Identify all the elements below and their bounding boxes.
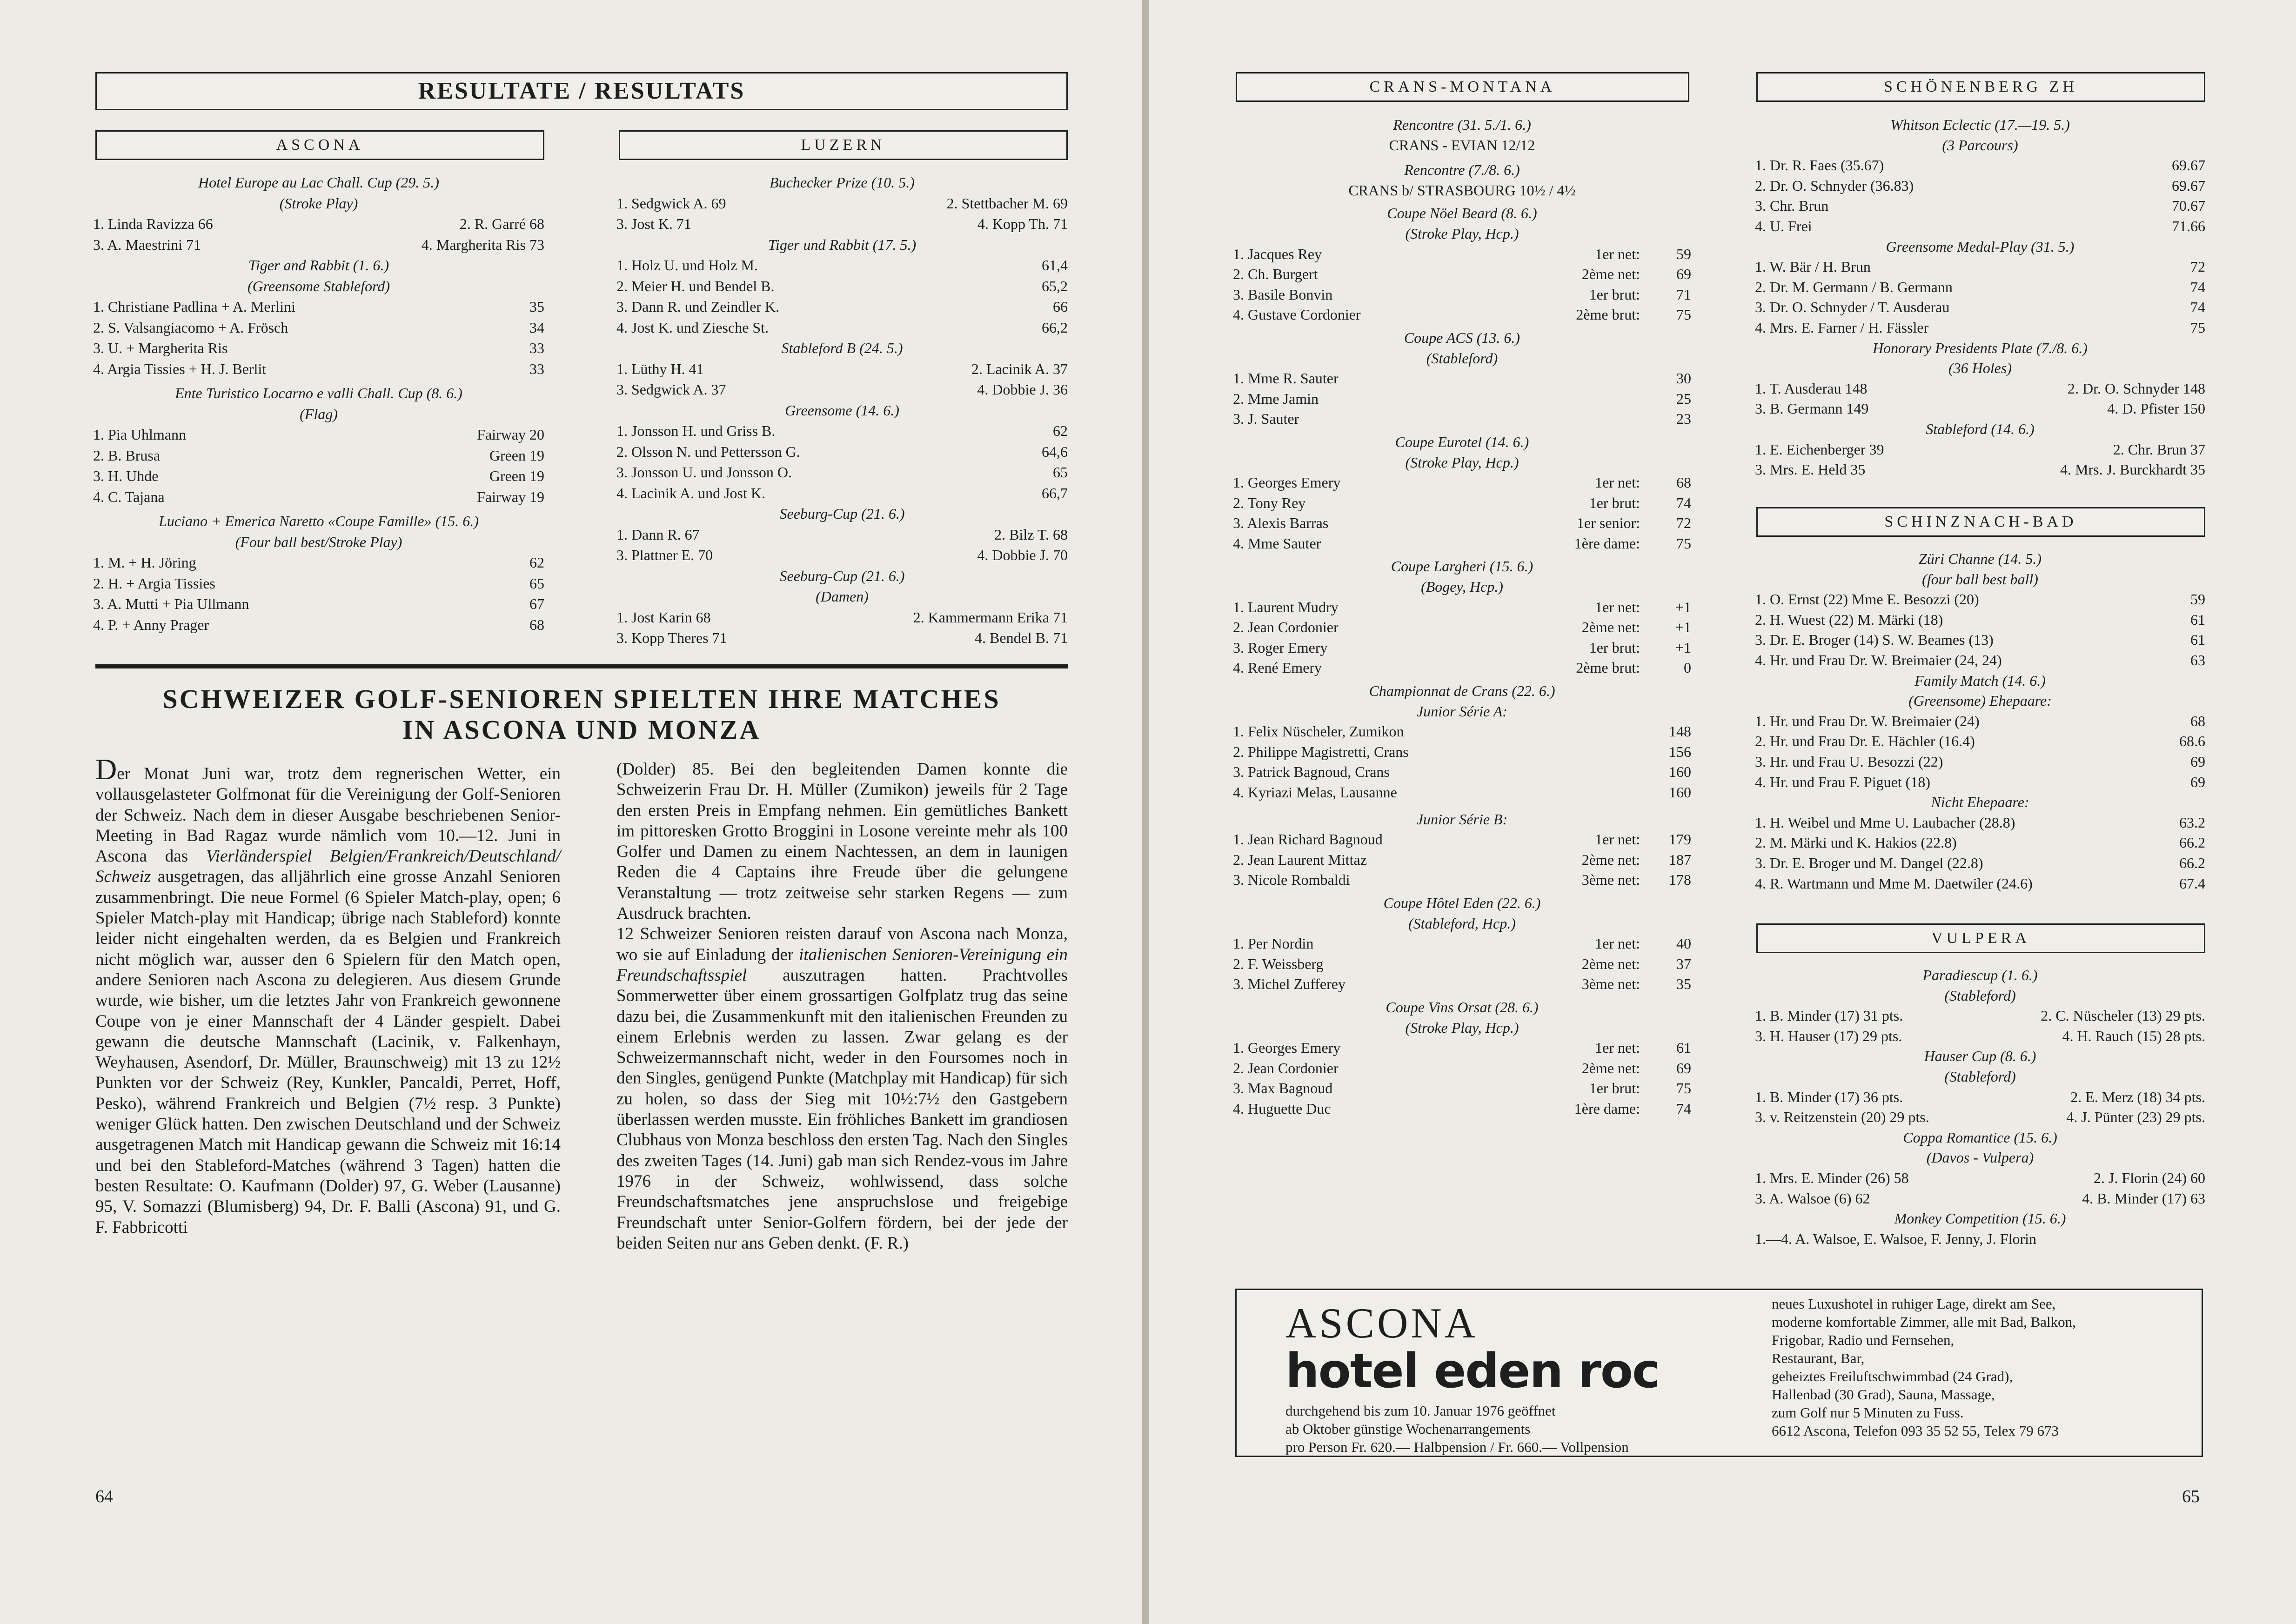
section-header-luzern: LUZERN (619, 130, 1068, 160)
result-row: 4. Gustave Cordonier 2ème brut: 75 (1233, 306, 1691, 323)
event-subtitle: (3 Parcours) (1942, 136, 2018, 154)
result-row: 4. Mrs. E. Farner / H. Fässler 75 (1755, 319, 2205, 336)
event-title: Rencontre (31. 5./1. 6.) (1393, 116, 1531, 133)
result-row: 3. v. Reitzenstein (20) 29 pts. 4. J. Pünter (23) 29 pts. (1755, 1109, 2205, 1126)
event-title: Seeburg-Cup (21. 6.) (779, 505, 905, 522)
event-title: Tiger und Rabbit (17. 5.) (768, 236, 917, 253)
event-subtitle: (Four ball best/Stroke Play) (235, 533, 402, 550)
event-title: Stableford (14. 6.) (1926, 420, 2035, 437)
event-title: Junior Série B: (1416, 810, 1508, 828)
ad-location: ASCONA (1285, 1299, 1479, 1347)
result-row: 2. F. Weissberg 2ème net: 37 (1233, 955, 1691, 972)
event-title: Rencontre (7./8. 6.) (1404, 161, 1520, 179)
event-title: Family Match (14. 6.) (1914, 672, 2046, 689)
event-title: Monkey Competition (15. 6.) (1894, 1210, 2066, 1227)
ad-offer-text: durchgehend bis zum 10. Januar 1976 geöffnet ab Oktober günstige Wochenarrangements pro Person Fr. 620.— Halbpension / Fr. 660.— Vollpension (1285, 1403, 1629, 1455)
page-64 (0, 0, 1142, 1624)
event-title: Greensome (14. 6.) (785, 401, 899, 419)
gutter (1142, 0, 1149, 1624)
drop-cap: D (95, 753, 117, 786)
result-row: 2. H. + Argia Tissies 65 (93, 575, 544, 592)
result-row: 4. Hr. und Frau Dr. W. Breimaier (24, 24) 63 (1755, 651, 2205, 668)
event-title: Buchecker Prize (10. 5.) (770, 174, 915, 191)
section-header-schinznach: SCHINZNACH-BAD (1756, 507, 2205, 537)
result-row: 3. A. Walsoe (6) 62 4. B. Minder (17) 63 (1755, 1190, 2205, 1207)
result-row: 3. H. Hauser (17) 29 pts. 4. H. Rauch (15) 28 pts. (1755, 1027, 2205, 1044)
ad-description: neues Luxushotel in ruhiger Lage, direkt am See, moderne komfortable Zimmer, alle mit Bad, Balkon, Frigobar, Radio und Fernsehen, Restaurant, Bar, geheiztes Freiluftschwimmbad (24 Grad), Hallenbad (30 Grad), Sauna, Massage, zum Golf nur 5 Minuten zu Fuss. 6612 Ascona, Telefon 093 35 52 55, Telex 79 673 (1772, 1296, 2076, 1439)
event-subtitle: (36 Holes) (1948, 360, 2012, 377)
page-number: 65 (2182, 1487, 2200, 1506)
event-title: Züri Channe (14. 5.) (1919, 550, 2042, 567)
result-row: 3. Plattner E. 70 4. Dobbie J. 70 (616, 547, 1068, 563)
result-row: 1. Dann R. 67 2. Bilz T. 68 (616, 526, 1068, 543)
result-row: 3. Dann R. und Zeindler K. 66 (616, 298, 1068, 315)
page-number: 64 (95, 1487, 113, 1506)
result-row: 1. Dr. R. Faes (35.67) 69.67 (1755, 157, 2205, 174)
result-row: 2. Jean Cordonier 2ème net: 69 (1233, 1059, 1691, 1076)
result-row: 1. M. + H. Jöring 62 (93, 554, 544, 571)
result-row: 1. Christiane Padlina + A. Merlini 35 (93, 298, 544, 315)
event-subtitle: (Flag) (300, 405, 338, 422)
event-subtitle: (Stroke Play, Hcp.) (1405, 1019, 1519, 1036)
result-row: 1. Sedgwick A. 69 2. Stettbacher M. 69 (616, 194, 1068, 212)
event-title: Championnat de Crans (22. 6.) (1369, 682, 1555, 700)
luzern-results (616, 172, 1068, 648)
ascona-results (93, 172, 544, 635)
result-row: 3. Michel Zufferey 3ème net: 35 (1233, 976, 1691, 993)
section-header-schoenenberg: SCHÖNENBERG ZH (1756, 72, 2205, 102)
result-row: 1. Jacques Rey 1er net: 59 (1233, 245, 1691, 262)
result-row: 3. A. Maestrini 71 4. Margherita Ris 73 (93, 236, 544, 253)
event-subtitle: (Bogey, Hcp.) (1421, 578, 1503, 595)
result-row: 2. Hr. und Frau Dr. E. Hächler (16.4) 68.6 (1755, 733, 2205, 750)
result-row: 4. Kyriazi Melas, Lausanne 160 (1233, 784, 1691, 801)
event-title: Coupe Eurotel (14. 6.) (1395, 433, 1529, 450)
result-row: 4. C. Tajana Fairway 19 (93, 488, 544, 505)
result-row: 3. B. Germann 149 4. D. Pfister 150 (1755, 400, 2205, 417)
result-row: 1. Holz U. und Holz M. 61,4 (616, 257, 1068, 274)
result-row: 3. Basile Bonvin 1er brut: 71 (1233, 286, 1691, 303)
result-row: 1. Georges Emery 1er net: 68 (1233, 474, 1691, 491)
divider-rule (95, 664, 1068, 668)
event-subtitle: Junior Série A: (1417, 702, 1507, 720)
section-header-vulpera: VULPERA (1756, 923, 2205, 953)
result-row: 2. Tony Rey 1er brut: 74 (1233, 494, 1691, 511)
result-row: 2. M. Märki und K. Hakios (22.8) 66.2 (1755, 834, 2205, 851)
event-title: Coupe Hôtel Eden (22. 6.) (1383, 894, 1541, 911)
result-row: 2. B. Brusa Green 19 (93, 447, 544, 464)
event-subtitle: (Stableford) (1944, 987, 2016, 1004)
event-subtitle: (Stroke Play, Hcp.) (1405, 454, 1519, 471)
event-subtitle: (Greensome) Ehepaare: (1908, 692, 2052, 709)
event-title: Tiger and Rabbit (1. 6.) (248, 257, 389, 274)
event-subtitle: (Stableford) (1944, 1068, 2016, 1085)
schinznach-results (1755, 549, 2205, 894)
result-row: 3. Jost K. 71 4. Kopp Th. 71 (616, 215, 1068, 232)
result-row: 4. René Emery 2ème brut: 0 (1233, 659, 1691, 676)
result-row: 4. Huguette Duc 1ère dame: 74 (1233, 1100, 1691, 1117)
event-title: Luciano + Emerica Naretto «Coupe Famille» (15. 6.) (159, 513, 479, 529)
result-row: 1. O. Ernst (22) Mme E. Besozzi (20) 59 (1755, 591, 2205, 608)
result-row: 2. Olsson N. und Pettersson G. 64,6 (616, 443, 1068, 460)
result-row: 1. E. Eichenberger 39 2. Chr. Brun 37 (1755, 441, 2205, 458)
result-row: 1. Laurent Mudry 1er net: +1 (1233, 598, 1691, 615)
result-row: 1.—4. A. Walsoe, E. Walsoe, F. Jenny, J. Florin (1755, 1230, 2037, 1247)
event-subtitle: (Stroke Play, Hcp.) (1405, 225, 1519, 242)
result-row: 3. Chr. Brun 70.67 (1755, 197, 2205, 214)
result-row: 3. Max Bagnoud 1er brut: 75 (1233, 1080, 1691, 1097)
result-row: 3. Dr. E. Broger und M. Dangel (22.8) 66.2 (1755, 854, 2205, 871)
result-row: 1. Hr. und Frau Dr. W. Breimaier (24) 68 (1755, 712, 2205, 729)
article-column-2: (Dolder) 85. Bei den begleitenden Damen konnte die Schweizerin Frau Dr. H. Müller (Zumikon) jeweils für 2 Tage den ersten Preis in Empfang nehmen. Ein gemütliches Bankett im pittoresken Grotto Broggini in Losone vereinte mehr als 100 Golfer und Damen zu einem Nachtessen, an dem in launigen Reden die 4 Captains ihre Freude über die gelungene Veranstaltung — trotz zeitweise sehr starken Regens — zum Ausdruck brachten. 12 Schweizer Senioren reisten darauf von Ascona nach Monza, wo sie auf Einladung der italienischen Senioren-Vereinigung ein Freundschaftsspiel auszutragen hatten. Prachtvolles Sommerwetter über einem grossartigen Golfplatz trug das seine dazu bei, die Zusammenkunft mit den italienischen Freunden zu einem Erlebnis werden zu lassen. Zwar gelang es der Schweizermannschaft nicht, weder in den Foursomes noch in den Singles, genügend Punkte (Matchplay mit Handicap) für sich zu holen, so dass der Sieg mit 10½:7½ den Gastgebern überlassen werden musste. Ein fröhliches Bankett im grandiosen Clubhaus von Monza beschloss den ersten Tag. Nach den Singles des zweiten Tages (14. Juni) gab man sich Rendez-vous im Jahre 1976 in der Schweiz, wohlwissend, dass solche Freundschaftsmatches jene anspruchslose und freigebige Freundschaft unter Senior-Golfern fördern, bei der jede der beiden Seiten nur ans Geben denkt. (F. R.) (616, 760, 1068, 1253)
event-subtitle: (Stableford) (1426, 349, 1498, 367)
vulpera-results (1755, 965, 2205, 1249)
hotel-advertisement (1235, 1289, 2203, 1457)
event-title: Honorary Presidents Plate (7./8. 6.) (1873, 339, 2088, 356)
result-row: 2. Ch. Burgert 2ème net: 69 (1233, 266, 1691, 283)
result-row: 1. Jean Richard Bagnoud 1er net: 179 (1233, 831, 1691, 848)
section-header-crans: CRANS-MONTANA (1236, 72, 1689, 102)
result-row: 3. Roger Emery 1er brut: +1 (1233, 639, 1691, 656)
article-column-1: Der Monat Juni war, trotz dem regnerischen Wetter, ein vollausgelasteter Golfmonat für die Vereinigung der Golf-Senioren der Schweiz. Nach dem in dieser Ausgabe beschriebenen Senior-Meeting in Bad Ragaz wurde nämlich vom 10.—12. Juni in Ascona das Vierländerspiel Belgien/Frankreich/Deutschland/ Schweiz ausgetragen, das alljährlich eine grosse Anzahl Senioren zusammenbringt. Die neue Formel (6 Spieler Match-play, open; 6 Spieler Match-play mit Handicap; übrige nach Stableford) konnte leider nicht eingehalten werden, da es Belgien und Frankreich nicht möglich war, ausser den 6 Spielern für den Match open, andere Senioren nach Ascona zu delegieren. Aus diesem Grunde wurde, wie bisher, um die letztes Jahr von Frankreich gewonnene Coupe von je einer Mannschaft der 4 Länder gespielt. Dabei gewann die deutsche Mannschaft (Lacinik, v. Falkenhayn, Weyhausen, Asendorf, Dr. Müller, Braunschweig) mit 13 zu 12½ Punkten vor der Schweiz (Rey, Kunkler, Pancaldi, Perret, Hoff, Pesko), während Frankreich und Belgien (7½ resp. 3 Punkte) weniger Glück hatten. Den zwischen Deutschland und der Schweiz ausgetragenen Match mit Handicap gewann die Schweiz mit 16:14 und bei den Stableford-Matches (während 3 Tagen) hatten die besten Resultate: O. Kaufmann (Dolder) 97, G. Weber (Lausanne) 95, V. Somazzi (Blumisberg) 94, Dr. F. Balli (Ascona) 91, und G. F. Fabbricotti (95, 753, 561, 1237)
result-row: 3. U. + Margherita Ris 33 (93, 340, 544, 356)
event-title: Coupe Nöel Beard (8. 6.) (1387, 205, 1537, 222)
result-row: 1. Pia Uhlmann Fairway 20 (93, 426, 544, 443)
event-title: Hotel Europe au Lac Chall. Cup (29. 5.) (198, 174, 439, 191)
event-title: Stableford B (24. 5.) (781, 340, 903, 356)
result-row: 1. Mrs. E. Minder (26) 58 2. J. Florin (24) 60 (1755, 1169, 2205, 1186)
result-row: 4. Mme Sauter 1ère dame: 75 (1233, 535, 1691, 552)
page-title: RESULTATE / RESULTATS (95, 72, 1068, 110)
result-row: 4. R. Wartmann und Mme M. Daetwiler (24.6) 67.4 (1755, 875, 2205, 892)
result-row: 2. Philippe Magistretti, Crans 156 (1233, 743, 1691, 760)
result-row: 4. P. + Anny Prager 68 (93, 616, 544, 633)
result-row: 4. Argia Tissies + H. J. Berlit 33 (93, 360, 544, 377)
result-row: 2. Jean Cordonier 2ème net: +1 (1233, 619, 1691, 636)
event-title: Seeburg-Cup (21. 6.) (779, 567, 905, 584)
event-line: CRANS b/ STRASBOURG 10½ / 4½ (1348, 181, 1576, 199)
result-row: 1. Lüthy H. 41 2. Lacinik A. 37 (616, 360, 1068, 377)
result-row: 1. B. Minder (17) 31 pts. 2. C. Nüscheler (13) 29 pts. (1755, 1007, 2205, 1024)
result-row: 2. Dr. O. Schnyder (36.83) 69.67 (1755, 177, 2205, 194)
result-row: 2. S. Valsangiacomo + A. Frösch 34 (93, 319, 544, 336)
result-row: 3. Hr. und Frau U. Besozzi (22) 69 (1755, 753, 2205, 770)
event-title: Nicht Ehepaare: (1931, 794, 2029, 811)
event-subtitle: (Davos - Vulpera) (1926, 1149, 2034, 1166)
result-row: 4. U. Frei 71.66 (1755, 217, 2205, 234)
result-row: 1. Per Nordin 1er net: 40 (1233, 935, 1691, 952)
result-row: 3. H. Uhde Green 19 (93, 468, 544, 484)
event-title: Greensome Medal-Play (31. 5.) (1886, 238, 2075, 255)
event-line: CRANS - EVIAN 12/12 (1389, 136, 1535, 154)
event-title: Coppa Romantice (15. 6.) (1903, 1129, 2057, 1146)
result-row: 4. Hr. und Frau F. Piguet (18) 69 (1755, 773, 2205, 790)
event-subtitle: (Stableford, Hcp.) (1408, 915, 1516, 932)
result-row: 1. Linda Ravizza 66 2. R. Garré 68 (93, 215, 544, 232)
event-title: Coupe Vins Orsat (28. 6.) (1386, 998, 1539, 1016)
result-row: 1. Jost Karin 68 2. Kammermann Erika 71 (616, 608, 1068, 626)
event-title: Paradiescup (1. 6.) (1922, 967, 2038, 983)
result-row: 3. Alexis Barras 1er senior: 72 (1233, 515, 1691, 532)
result-row: 1. T. Ausderau 148 2. Dr. O. Schnyder 148 (1755, 380, 2205, 397)
event-title: Hauser Cup (8. 6.) (1924, 1048, 2036, 1065)
result-row: 3. J. Sauter 23 (1233, 410, 1691, 428)
result-row: 3. A. Mutti + Pia Ullmann 67 (93, 595, 544, 612)
result-row: 2. Jean Laurent Mittaz 2ème net: 187 (1233, 851, 1691, 868)
article-headline: SCHWEIZER GOLF-SENIOREN SPIELTEN IHRE MATCHES IN ASCONA UND MONZA (162, 684, 1001, 745)
result-row: 3. Nicole Rombaldi 3ème net: 178 (1233, 871, 1691, 889)
result-row: 3. Patrick Bagnoud, Crans 160 (1233, 763, 1691, 781)
result-row: 1. H. Weibel und Mme U. Laubacher (28.8) 63.2 (1755, 814, 2205, 831)
result-row: 1. B. Minder (17) 36 pts. 2. E. Merz (18) 34 pts. (1755, 1088, 2205, 1105)
schoenenberg-results (1755, 115, 2205, 480)
result-row: 3. Kopp Theres 71 4. Bendel B. 71 (616, 629, 1068, 646)
event-title: Ente Turistico Locarno e valli Chall. Cup (8. 6.) (175, 385, 462, 401)
event-subtitle: (Stroke Play) (279, 194, 358, 212)
result-row: 2. Mme Jamin 25 (1233, 390, 1691, 407)
page-65 (1149, 0, 2296, 1624)
event-title: Coupe Largheri (15. 6.) (1391, 558, 1533, 575)
result-row: 3. Jonsson U. und Jonsson O. 65 (616, 464, 1068, 481)
event-subtitle: (four ball best ball) (1922, 570, 2038, 588)
result-row: 1. Mme R. Sauter 30 (1233, 370, 1691, 387)
event-subtitle: (Damen) (816, 588, 869, 605)
result-row: 1. Jonsson H. und Griss B. 62 (616, 422, 1068, 439)
result-row: 3. Dr. E. Broger (14) S. W. Beames (13) 61 (1755, 631, 2205, 648)
result-row: 3. Mrs. E. Held 35 4. Mrs. J. Burckhardt 35 (1755, 461, 2205, 478)
crans-results (1233, 115, 1691, 1119)
section-header-ascona: ASCONA (95, 130, 544, 160)
event-title: Whitson Eclectic (17.—19. 5.) (1890, 116, 2070, 133)
result-row: 1. Felix Nüscheler, Zumikon 148 (1233, 723, 1691, 740)
result-row: 3. Dr. O. Schnyder / T. Ausderau 74 (1755, 299, 2205, 316)
event-title: Coupe ACS (13. 6.) (1404, 329, 1520, 346)
result-row: 4. Jost K. und Ziesche St. 66,2 (616, 319, 1068, 336)
result-row: 1. W. Bär / H. Brun 72 (1755, 258, 2205, 275)
ad-hotel-logo: hotel eden roc (1285, 1343, 1660, 1399)
result-row: 2. H. Wuest (22) M. Märki (18) 61 (1755, 611, 2205, 628)
result-row: 2. Dr. M. Germann / B. Germann 74 (1755, 278, 2205, 295)
event-subtitle: (Greensome Stableford) (248, 277, 390, 294)
result-row: 2. Meier H. und Bendel B. 65,2 (616, 277, 1068, 294)
result-row: 3. Sedgwick A. 37 4. Dobbie J. 36 (616, 381, 1068, 398)
result-row: 4. Lacinik A. und Jost K. 66,7 (616, 484, 1068, 501)
result-row: 1. Georges Emery 1er net: 61 (1233, 1039, 1691, 1056)
